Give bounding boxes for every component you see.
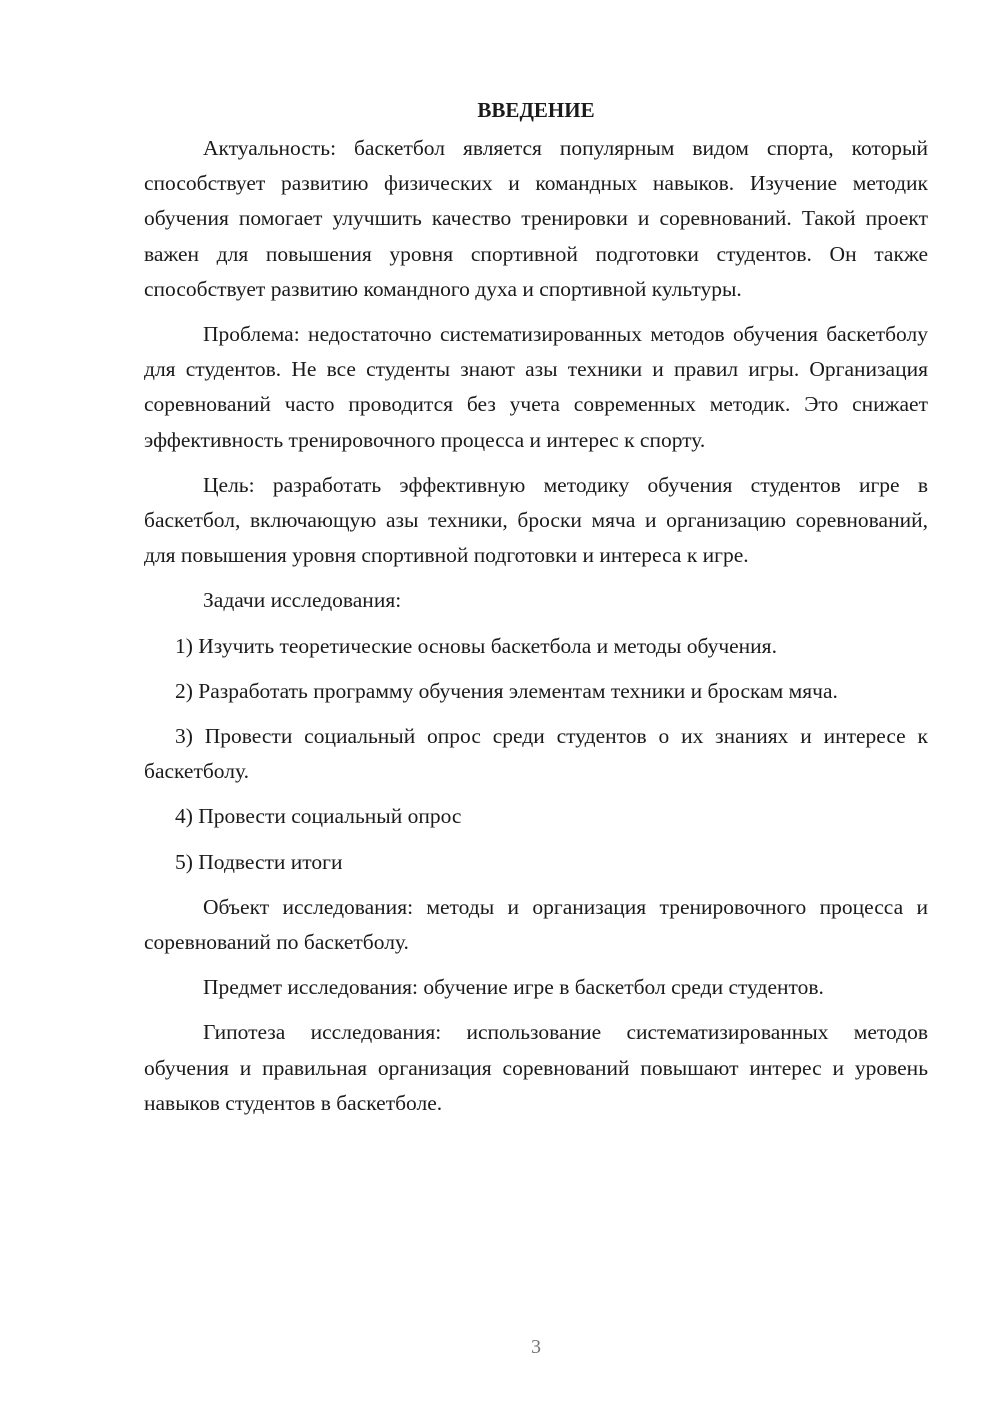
paragraph-problem: Проблема: недостаточно систематизированных методов обучения баскетболу для студентов. Не все студенты знают азы техники и правил игры. Организация соревнований часто проводится без учета современных методик. Это снижает эффективность тренировочного процесса и интерес к спорту. (144, 322, 928, 452)
task-item-1: 1) Изучить теоретические основы баскетбола и методы обучения. (175, 633, 777, 658)
task-item-3: 3) Провести социальный опрос среди студентов о их знаниях и интересе к баскетболу. (144, 724, 928, 784)
paragraph-object: Объект исследования: методы и организация тренировочного процесса и соревнований по баскетболу. (144, 894, 928, 955)
task-item-4: 4) Провести социальный опрос (175, 804, 462, 829)
paragraph-hypothesis: Гипотеза исследования: использование систематизированных методов обучения и правильная организация соревнований повышают интерес и уровень навыков студентов в баскетболе. (144, 1020, 928, 1115)
page-number: 3 (531, 1336, 541, 1358)
section-title: ВВЕДЕНИЕ (477, 98, 595, 122)
paragraph-subject: Предмет исследования: обучение игре в баскетбол среди студентов. (203, 975, 824, 1000)
task-item-5: 5) Подвести итоги (175, 849, 343, 874)
paragraph-goal: Цель: разработать эффективную методику обучения студентов игре в баскетбол, включающую азы техники, броски мяча и организацию соревнований, для повышения уровня спортивной подготовки и интереса к игре. (144, 472, 928, 568)
paragraph-tasks-heading: Задачи исследования: (203, 588, 402, 613)
task-item-2: 2) Разработать программу обучения элементам техники и броскам мяча. (175, 678, 838, 703)
paragraph-relevance: Актуальность: баскетбол является популярным видом спорта, который способствует развитию физических и командных навыков. Изучение методик обучения помогает улучшить качество тренировки и соревнований. Такой проект важен для повышения уровня спортивной подготовки студентов. Он также способствует развитию командного духа и спортивной культуры. (144, 136, 928, 301)
page-content (144, 95, 928, 1131)
